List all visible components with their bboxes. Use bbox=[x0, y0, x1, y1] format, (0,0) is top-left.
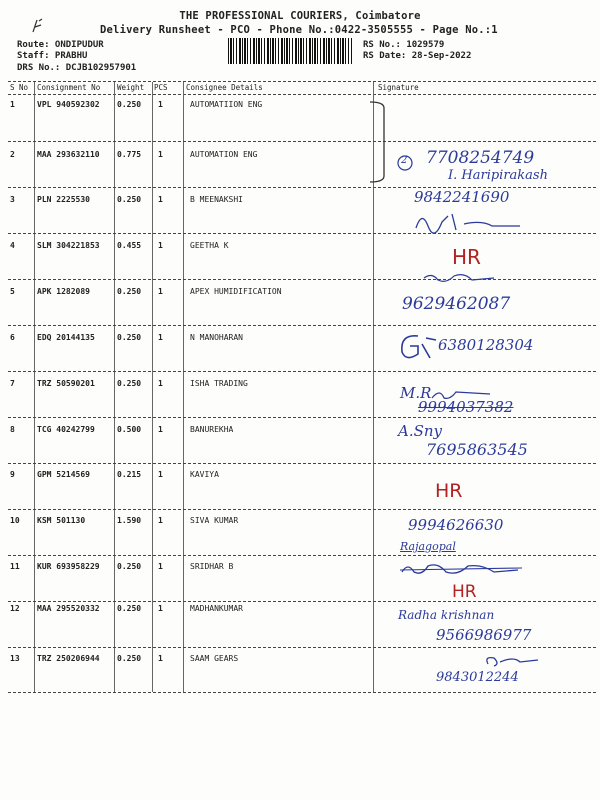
signature-name: I. Haripirakash bbox=[448, 168, 548, 183]
col-weight: Weight bbox=[117, 83, 145, 92]
col-signature: Signature bbox=[378, 83, 419, 92]
row-pcs: 1 bbox=[158, 241, 163, 250]
row-sno: 9 bbox=[10, 470, 15, 479]
row-weight: 0.250 bbox=[117, 379, 142, 388]
row-consignee: ISHA TRADING bbox=[190, 379, 248, 388]
signature-phone: 9843012244 bbox=[436, 670, 519, 685]
row-weight: 0.455 bbox=[117, 241, 142, 250]
signature-phone: 9994626630 bbox=[408, 516, 504, 534]
row-weight: 0.775 bbox=[117, 150, 142, 159]
row-pcs: 1 bbox=[158, 100, 163, 109]
signature-phone: 9566986977 bbox=[436, 626, 532, 644]
rs-date: RS Date: 28-Sep-2022 bbox=[363, 51, 472, 61]
row-consignee: MADHANKUMAR bbox=[190, 604, 243, 613]
signature-phone: 9994037382 bbox=[418, 398, 514, 416]
row-pcs: 1 bbox=[158, 333, 163, 342]
signature-phone: 9842241690 bbox=[414, 188, 510, 206]
row-sno: 1 bbox=[10, 100, 15, 109]
row-weight: 1.590 bbox=[117, 516, 142, 525]
row-sno: 11 bbox=[10, 562, 20, 571]
row-consignment: TRZ 250206944 bbox=[37, 654, 100, 663]
table-row bbox=[0, 509, 600, 555]
row-weight: 0.250 bbox=[117, 195, 142, 204]
row-pcs: 1 bbox=[158, 195, 163, 204]
runsheet-title: Delivery Runsheet - PCO - Phone No.:0422-3505555 - Page No.:1 bbox=[100, 24, 498, 36]
row-weight: 0.250 bbox=[117, 562, 142, 571]
row-pcs: 1 bbox=[158, 654, 163, 663]
row-consignment: TRZ 50590201 bbox=[37, 379, 95, 388]
row-sno: 8 bbox=[10, 425, 15, 434]
row-pcs: 1 bbox=[158, 425, 163, 434]
barcode bbox=[228, 38, 352, 64]
signature-scribble bbox=[396, 330, 440, 364]
row-sno: 10 bbox=[10, 516, 20, 525]
row-consignee: KAVIYA bbox=[190, 470, 219, 479]
signature-name: M.R bbox=[400, 384, 432, 402]
row-consignee: BANUREKHA bbox=[190, 425, 234, 434]
signature-initials: HR bbox=[452, 245, 481, 269]
row-sno: 7 bbox=[10, 379, 15, 388]
row-consignment: KUR 693958229 bbox=[37, 562, 100, 571]
row-consignment: TCG 40242799 bbox=[37, 425, 95, 434]
signature-scribble bbox=[480, 654, 544, 670]
row-sno: 4 bbox=[10, 241, 15, 250]
row-consignment: MAA 293632110 bbox=[37, 150, 100, 159]
signature-name: A.Sny bbox=[398, 422, 443, 440]
row-weight: 0.250 bbox=[117, 333, 142, 342]
row-consignment: APK 1282089 bbox=[37, 287, 90, 296]
signature-phone: 7695863545 bbox=[426, 440, 528, 459]
row-consignee: SAAM GEARS bbox=[190, 654, 239, 663]
row-sno: 2 bbox=[10, 150, 15, 159]
row-weight: 0.500 bbox=[117, 425, 142, 434]
row-weight: 0.250 bbox=[117, 654, 142, 663]
signature-scribble bbox=[420, 270, 500, 286]
col-consignee: Consignee Details bbox=[186, 83, 263, 92]
row-pcs: 1 bbox=[158, 287, 163, 296]
row-sno: 13 bbox=[10, 654, 20, 663]
table-row bbox=[0, 95, 600, 141]
row-consignee: APEX HUMIDIFICATION bbox=[190, 287, 282, 296]
row-pcs: 1 bbox=[158, 470, 163, 479]
row-consignment: SLM 304221853 bbox=[37, 241, 100, 250]
row-weight: 0.250 bbox=[117, 287, 142, 296]
signature-name: Rajagopal bbox=[400, 540, 456, 553]
row-rule bbox=[8, 692, 596, 693]
company-title: THE PROFESSIONAL COURIERS, Coimbatore bbox=[179, 10, 421, 22]
row-consignment: EDQ 20144135 bbox=[37, 333, 95, 342]
col-sno: S No bbox=[10, 83, 29, 92]
drs-number: DRS No.: DCJB102957901 bbox=[17, 63, 137, 73]
row-consignee: AUTOMATION ENG bbox=[190, 150, 258, 159]
signature-phone: 6380128304 bbox=[438, 336, 534, 354]
row-weight: 0.215 bbox=[117, 470, 142, 479]
staff: Staff: PRABHU bbox=[17, 51, 88, 61]
table-row bbox=[0, 233, 600, 279]
row-pcs: 1 bbox=[158, 604, 163, 613]
row-consignment: KSM 501130 bbox=[37, 516, 86, 525]
table-row bbox=[0, 463, 600, 509]
row-consignment: GPM 5214569 bbox=[37, 470, 90, 479]
row-pcs: 1 bbox=[158, 516, 163, 525]
row-weight: 0.250 bbox=[117, 100, 142, 109]
bracket-mark bbox=[366, 98, 390, 186]
row-sno: 5 bbox=[10, 287, 15, 296]
row-consignment: VPL 940592302 bbox=[37, 100, 100, 109]
row-consignee: N MANOHARAN bbox=[190, 333, 243, 342]
row-pcs: 1 bbox=[158, 562, 163, 571]
row-consignee: B MEENAKSHI bbox=[190, 195, 243, 204]
row-consignment: PLN 2225530 bbox=[37, 195, 90, 204]
row-sno: 3 bbox=[10, 195, 15, 204]
row-sno: 6 bbox=[10, 333, 15, 342]
row-consignment: MAA 295520332 bbox=[37, 604, 100, 613]
col-pcs: PCS bbox=[154, 83, 168, 92]
signature-scribble bbox=[412, 206, 532, 236]
rs-number: RS No.: 1029579 bbox=[363, 40, 445, 50]
signature-initials: HR bbox=[435, 480, 463, 502]
row-weight: 0.250 bbox=[117, 604, 142, 613]
route: Route: ONDIPUDUR bbox=[17, 40, 104, 50]
signature-phone: 9629462087 bbox=[402, 294, 511, 314]
row-consignee: AUTOMATIION ENG bbox=[190, 100, 263, 109]
row-pcs: 1 bbox=[158, 150, 163, 159]
row-consignee: SRIDHAR B bbox=[190, 562, 234, 571]
col-consignment: Consignment No bbox=[37, 83, 101, 92]
signature-initials: HR bbox=[452, 582, 477, 602]
signature-phone: 7708254749 bbox=[426, 148, 535, 168]
row-sno: 12 bbox=[10, 604, 20, 613]
signature-name: Radha krishnan bbox=[398, 608, 495, 622]
row-pcs: 1 bbox=[158, 379, 163, 388]
signature-circle-number: 2 bbox=[401, 155, 408, 166]
row-consignee: GEETHA K bbox=[190, 241, 229, 250]
row-consignee: SIVA KUMAR bbox=[190, 516, 239, 525]
signature-scribble bbox=[398, 558, 526, 580]
